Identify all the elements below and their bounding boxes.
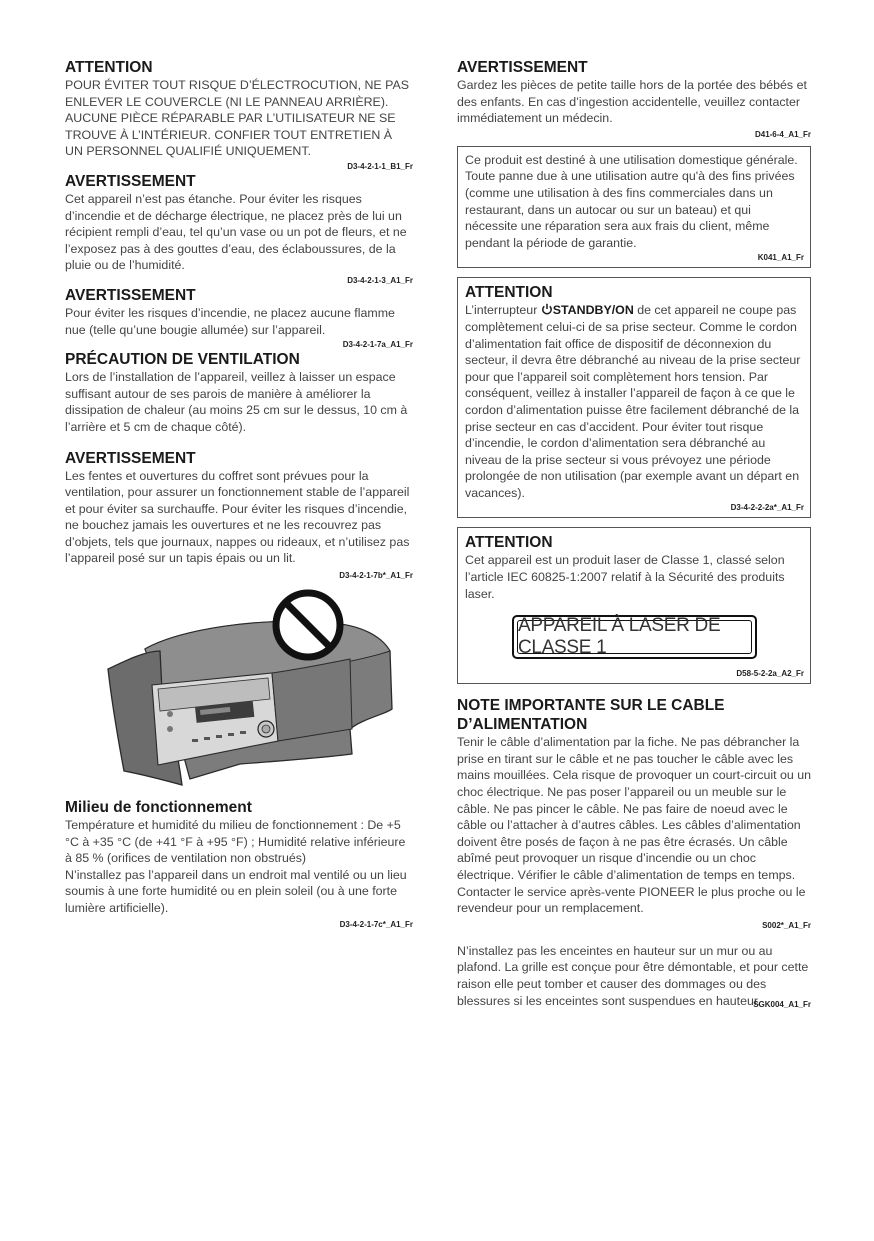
section-text: [465, 302, 804, 501]
section-text: POUR ÉVITER TOUT RISQUE D’ÉLECTROCUTION, NE PAS ENLEVER LE COUVERCLE (NI LE PANNEAU ARRIÈRE). AUCUNE PIÈCE RÉPARABLE PAR L’UTILISATEUR NE SE TROUVE À L’INTÉRIEUR. CONFIER TOUT ENTRETIEN À UN PERSONNEL QUALIFIÉ UNIQUEMENT.: [65, 78, 410, 159]
reference-code: D3-4-2-2-2a*_A1_Fr: [730, 503, 804, 513]
reference-code: SGK004_A1_Fr: [753, 1000, 811, 1010]
section-title: Milieu de fonctionnement: [65, 799, 252, 817]
section-title: AVERTISSEMENT: [65, 449, 196, 467]
section-warning-flame: [65, 286, 413, 350]
section-title: AVERTISSEMENT: [457, 59, 588, 76]
section-text: Ce produit est destiné à une utilisation domestique générale. Toute panne due à une utilisation autre qu'à des fins privées (comme une utilisation à des fins commerciales dans un restaurant, dans un autocar ou sur un bateau) et qui nécessite une réparation sera aux frais du client, même pendant la période de garantie.: [465, 152, 798, 250]
section-text: Lors de l’installation de l’appareil, veillez à laisser un espace suffisant autour de ses parois de manière à améliorer la dissipation de chaleur (au moins 25 cm sur le dessus, 10 cm à l’arrière et 5 cm de chaque côté).: [65, 370, 408, 434]
reference-code: D3-4-2-1-7c*_A1_Fr: [339, 919, 413, 929]
section-warning-openings: [65, 449, 413, 582]
reference-code: D3-4-2-1-7a_A1_Fr: [342, 340, 413, 350]
text-before: L’interrupteur: [465, 303, 541, 318]
section-title: PRÉCAUTION DE VENTILATION: [65, 351, 300, 369]
section-text: Cet appareil est un produit laser de Classe 1, classé selon l’article IEC 60825-1:2007 relatif à la Sécurité des produits laser.: [465, 553, 785, 601]
section-text: Les fentes et ouvertures du coffret sont prévues pour la ventilation, pour assurer un fonctionnement stable de l’appareil et pour éviter sa surchauffe. Pour éviter les risques d’incendie, ne bouchez jamais les ouvertures et ne les recouvrez pas d’objets, tels que journaux, nappes ou rideaux, et n’utilisez pas l’appareil posé sur un tapis épais ou un lit.: [65, 468, 410, 566]
standby-attention-box: [457, 277, 811, 518]
section-text: Cet appareil n’est pas étanche. Pour éviter les risques d’incendie et de décharge électrique, ne placez près de lui un récipient rempli d’eau, tel qu’un vase ou un pot de fleurs, et ne l’exposez pas à des gouttes d’eau, des éclaboussures, de la pluie ou de l’humidité.: [65, 191, 407, 273]
reference-code: K041_A1_Fr: [757, 253, 804, 263]
section-environment: [65, 798, 413, 930]
section-title: ATTENTION: [465, 284, 553, 302]
domestic-use-box: [457, 146, 811, 269]
section-warning-water: [65, 172, 413, 286]
covered-device-prohibited-icon: [100, 589, 400, 789]
section-text: Température et humidité du milieu de fonctionnement : De +5 °C à +35 °C (de +41 °F à +95 °F) ; Humidité relative inférieure à 85 % (orifices de ventilation non obstrués): [65, 818, 406, 866]
section-attention-shock: [65, 58, 413, 172]
section-title: ATTENTION: [465, 534, 553, 552]
section-text: Tenir le câble d’alimentation par la fiche. Ne pas débrancher la prise en tirant sur le câble et ne pas toucher le câble avec les mains mouillées. Cela risque de provoquer un court-circuit ou un choc électrique. Ne pas poser l’appareil ou un meuble sur le câble. Ne pas pincer le câble. Ne pas faire de noeud avec le câble ou l’attacher à d’autres câbles. Les câbles d’alimentation doivent être posés de façon à ne pas être écrasés. Un câble abîmé peut provoquer un risque d’incendie ou un choc électrique. Vérifier le câble d’alimentation de temps en temps. Contacter le service après-vente PIONEER le plus proche ou le revendeur pour un remplacement.: [457, 735, 811, 916]
section-text: N’installez pas les enceintes en hauteur sur un mur ou au plafond. La grille est conçue pour être démontable, et pour cette raison elle peut tomber et causer des dommages ou des blessures si les enceintes sont suspendues en hauteur.: [457, 943, 809, 1008]
reference-code: D3-4-2-1-7b*_A1_Fr: [339, 571, 413, 581]
section-speakers: [457, 943, 811, 1010]
reference-code: S002*_A1_Fr: [762, 920, 811, 930]
reference-code: D41-6-4_A1_Fr: [754, 129, 811, 139]
section-title: AVERTISSEMENT: [65, 172, 196, 190]
right-column: [457, 58, 811, 1010]
laser-class-label: [512, 615, 757, 659]
laser-label-text: APPAREIL À LASER DE CLASSE 1: [517, 620, 752, 654]
section-title: AVERTISSEMENT: [65, 286, 196, 304]
section-small-parts: [457, 58, 811, 140]
section-text: Pour éviter les risques d’incendie, ne placez aucune flamme nue (telle qu’une bougie allumée) sur l’appareil.: [65, 305, 395, 337]
section-power-cable: [457, 696, 811, 931]
laser-attention-box: [457, 527, 811, 684]
text-after: de cet appareil ne coupe pas complètement celui-ci de sa prise secteur. Comme le cordon d’alimentation fait office de dispositif de déconnexion du secteur, il devra être débranché au niveau de la prise secteur pour que l’appareil soit complètement hors tension. Par conséquent, veillez à installer l’appareil de façon à ce que le cordon d’alimentation puisse être facilement débranché de la prise secteur en cas d’accident. Pour éviter tout risque d’incendie, le cordon d’alimentation sera débranché au niveau de la prise secteur si vous prévoyez une période prolongée de non utilisation (par exemple avant un départ en vacances).: [465, 303, 801, 500]
section-title: ATTENTION: [65, 59, 153, 76]
section-ventilation: [65, 350, 413, 435]
reference-code: D3-4-2-1-1_B1_Fr: [347, 161, 413, 171]
section-text: Gardez les pièces de petite taille hors de la portée des bébés et des enfants. En cas d’ingestion accidentelle, veuillez contacter immédiatement un médecin.: [457, 78, 807, 126]
reference-code: D3-4-2-1-3_A1_Fr: [347, 275, 413, 285]
left-column: [65, 58, 413, 930]
section-title: NOTE IMPORTANTE SUR LE CABLE D’ALIMENTATION: [457, 697, 725, 734]
standby-switch-label: STANDBY/ON: [541, 303, 634, 317]
section-text: N’installez pas l’appareil dans un endroit mal ventilé ou un lieu soumis à une forte humidité ou en plein soleil (ou à une forte lumière artificielle).: [65, 867, 407, 916]
reference-code: D58-5-2-2a_A2_Fr: [736, 669, 804, 679]
power-icon: [541, 303, 553, 315]
